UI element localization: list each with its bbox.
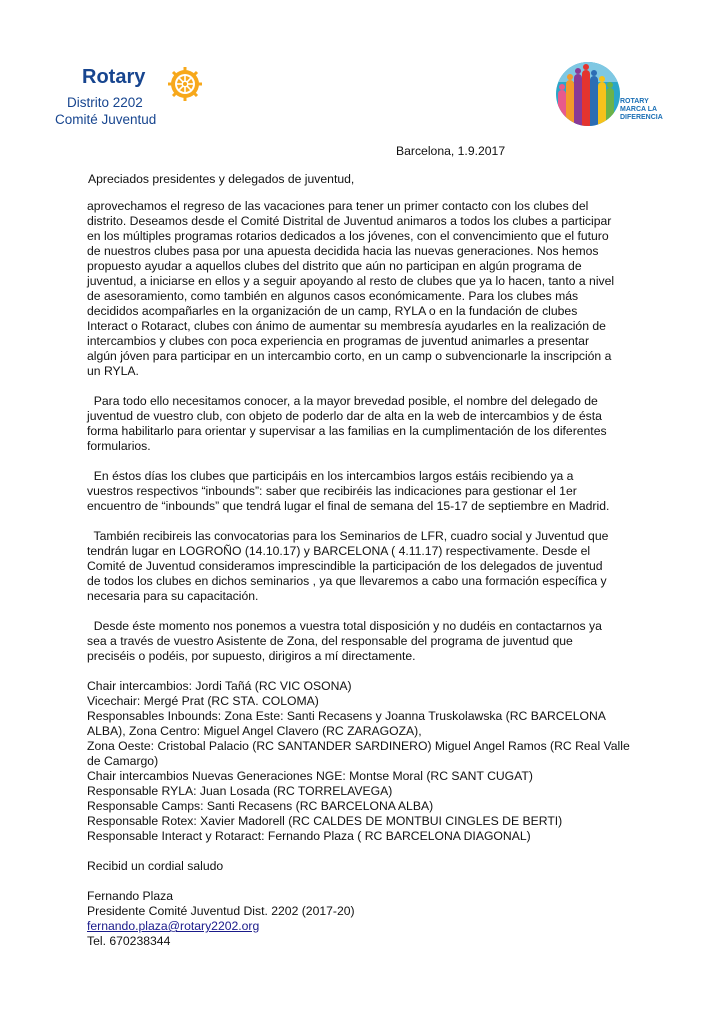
signer-email-link[interactable]: fernando.plaza@rotary2202.org [87,919,260,933]
text-line: juventud de vuestro club, con objeto de poderlo dar de alta en la web de intercambios y de ésta [87,409,602,423]
text-line: Responsables Inbounds: Zona Este: Santi Recasens y Joanna Truskolawska (RC BARCELONA [87,709,606,723]
signer-name: Fernando Plaza [87,889,174,903]
logo-line-2: MARCA LA [620,106,658,113]
paragraph [87,394,697,454]
signature-block [87,889,697,949]
text-line: preciséis o podéis, por supuesto, dirigiros a mí directamente. [87,649,416,663]
text-line: de Camargo) [87,754,159,768]
paragraph-gap [87,379,697,394]
text-line: Desde éste momento nos ponemos a vuestra total disposición y no dudéis en contactarnos ya [87,619,602,633]
text-line: en los múltiples programas rotarios dedicados a los jóvenes, con el convencimiento que el futuro [87,229,609,243]
text-line: un RYLA. [87,364,139,378]
paragraph [87,529,697,604]
paragraph [87,469,697,514]
text-line: vuestros respectivos “inbounds”: saber que recibiréis las indicaciones para gestionar el 1er [87,484,577,498]
text-line: Comité de Juventud consideramos imprescindible la participación de los delegados de juventud [87,559,603,573]
text-line: propuesto ayudar a aquellos clubes del distrito que aún no participan en algún programa de [87,259,582,273]
text-line: sea a través de vuestro Asistente de Zona, del responsable del programa de juventud que [87,634,573,648]
text-line: Chair intercambios: Jordi Tañá (RC VIC OSONA) [87,679,352,693]
rotary-marca-la-diferencia-logo [554,60,674,140]
text-line: aprovechamos el regreso de las vacaciones para tener un primer contacto con los clubes del [87,199,589,213]
text-line: algún jóven para participar en un intercambio corto, en un camp o subvencionarle la inscripción a [87,349,612,363]
signature-line [87,934,697,949]
paragraph-gap [87,454,697,469]
signature-line [87,919,697,934]
paragraph [87,679,697,844]
signature-line [87,904,697,919]
text-line: Responsable Interact y Rotaract: Fernando Plaza ( RC BARCELONA DIAGONAL) [87,829,531,843]
marca-la-diferencia-text [620,98,663,122]
text-line: En éstos días los clubes que participáis en los intercambios largos estáis recibiendo ya a [87,469,574,483]
text-line: juventud, a iniciarse en ellos y a seguir apoyando al resto de clubes que ya lo hacen, tanto a nivel [87,274,615,288]
text-line: de asesoramiento, como también en algunos casos económicamente. Para los clubes más [87,289,579,303]
text-line: Responsable RYLA: Juan Losada (RC TORRELAVEGA) [87,784,393,798]
text-line: Responsable Rotex: Xavier Madorell (RC CALDES DE MONTBUI CINGLES DE BERTI) [87,814,563,828]
paragraph-gap [87,604,697,619]
signer-phone: Tel. 670238344 [87,934,171,948]
signer-title: Presidente Comité Juventud Dist. 2202 (2017-20) [87,904,355,918]
signature-line [87,889,697,904]
paragraph-gap [87,664,697,679]
text-line: de todos los clubes en dichos seminarios , ya que llevaremos a cabo una formación específica y [87,574,607,588]
text-line: Para todo ello necesitamos conocer, a la mayor brevedad posible, el nombre del delegado de [87,394,598,408]
rotary-wheel-icon [167,66,203,102]
paragraph-gap [87,844,697,859]
text-line: Zona Oeste: Cristobal Palacio (RC SANTANDER SARDINERO) Miguel Angel Ramos (RC Real Valle [87,739,630,753]
committee-label: Comité Juventud [55,112,157,127]
logo-line-1: ROTARY [620,98,649,105]
logo-line-3: DIFERENCIA [620,114,663,121]
text-line: forma habilitarlo para orientar y supervisar a las familias en la cumplimentación de los diferentes [87,424,607,438]
text-line: ALBA), Zona Centro: Miguel Angel Clavero (RC ZARAGOZA), [87,724,422,738]
text-line: Interact o Rotaract, clubes con ánimo de aumentar su membresía ayudarles en la realización de [87,319,606,333]
district-label: Distrito 2202 [67,95,143,110]
text-line: Recibid un cordial saludo [87,859,224,873]
text-line: necesaria para su capacitación. [87,589,259,603]
salutation: Apreciados presidentes y delegados de juventud, [88,172,355,186]
text-line: encuentro de “inbounds” que tendrá lugar el final de semana del 15-17 de septiembre en Madrid. [87,499,610,513]
text-line: También recibireis las convocatorias para los Seminarios de LFR, cuadro social y Juventud que [87,529,609,543]
text-line: decididos acompañarles en la organización de un camp, RYLA o en la fundación de clubes [87,304,578,318]
people-circle-icon [554,60,622,128]
text-line: Responsable Camps: Santi Recasens (RC BARCELONA ALBA) [87,799,434,813]
rotary-district-logo [55,66,215,138]
paragraph-gap [87,514,697,529]
paragraph [87,199,697,379]
rotary-logo-word: Rotary [82,66,146,88]
paragraph [87,859,697,874]
text-line: Vicechair: Mergé Prat (RC STA. COLOMA) [87,694,319,708]
paragraph-gap [87,874,697,889]
text-line: Chair intercambios Nuevas Generaciones NGE: Montse Moral (RC SANT CUGAT) [87,769,533,783]
letter-body [87,199,697,949]
text-line: distrito. Deseamos desde el Comité Distrital de Juventud animaros a todos los clubes a participar [87,214,612,228]
paragraph [87,619,697,664]
letter-date: Barcelona, 1.9.2017 [396,144,506,158]
text-line: de nuestros clubes pasa por una apuesta decidida hacia las nuevas generaciones. Nos hemos [87,244,599,258]
text-line: tendrán lugar en LOGROÑO (14.10.17) y BARCELONA ( 4.11.17) respectivamente. Desde el [87,544,591,558]
text-line: intercambios y clubes con poca experiencia en programas de juventud animarles a presentar [87,334,589,348]
text-line: formularios. [87,439,151,453]
